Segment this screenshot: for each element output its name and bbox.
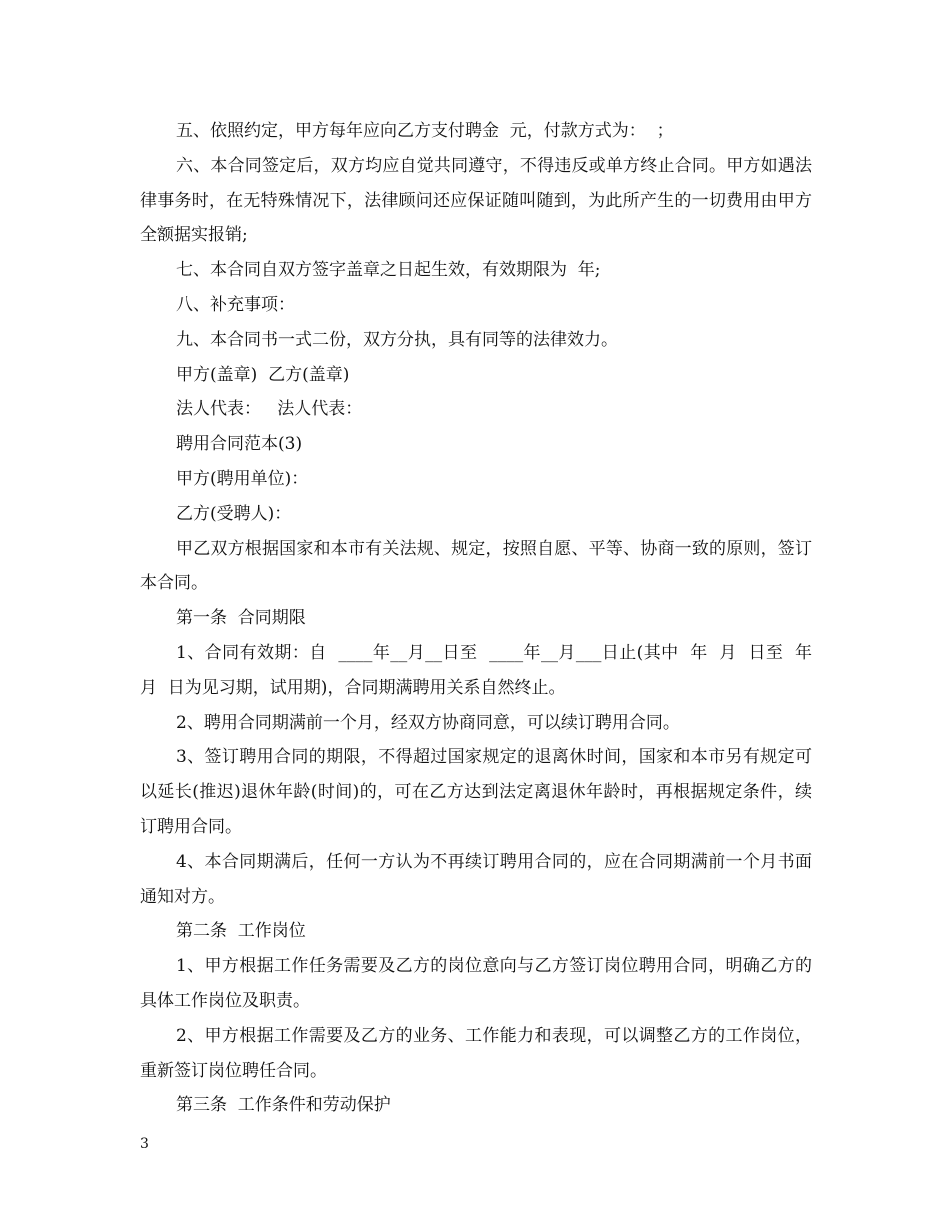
paragraph: 七、本合同自双方签字盖章之日起生效，有效期限为 年;	[176, 260, 601, 281]
paragraph: 甲乙双方根据国家和本市有关法规、规定，按照自愿、平等、协商一致的原则，签订本合同。	[140, 538, 812, 594]
party-b-line: 乙方(受聘人)：	[176, 503, 292, 524]
paragraph: 3、签订聘用合同的期限，不得超过国家规定的退离休时间，国家和本市另有规定可以延长(推迟)退休年龄(时间)的，可在乙方达到法定离退休年龄时，再根据规定条件，续订聘用合同。	[140, 747, 812, 837]
paragraph: 六、本合同签定后，双方均应自觉共同遵守，不得违反或单方终止合同。甲方如遇法律事务时，在无特殊情况下，法律顾问还应保证随叫随到，为此所产生的一切费用由甲方全额据实报销;	[140, 155, 812, 246]
paragraph: 八、补充事项：	[176, 294, 295, 315]
signature-line: 甲方(盖章) 乙方(盖章)	[176, 364, 350, 385]
party-a-line: 甲方(聘用单位)：	[176, 468, 309, 489]
paragraph: 2、甲方根据工作需要及乙方的业务、工作能力和表现，可以调整乙方的工作岗位，重新签订岗位聘任合同。	[140, 1025, 812, 1081]
paragraph: 1、甲方根据工作任务需要及乙方的岗位意向与乙方签订岗位聘用合同，明确乙方的具体工作岗位及职责。	[140, 956, 812, 1011]
article-heading: 第二条 工作岗位	[176, 921, 306, 942]
section-title: 聘用合同范本(3)	[176, 434, 303, 455]
representative-line: 法人代表： 法人代表：	[176, 399, 363, 420]
article-heading: 第一条 合同期限	[176, 608, 306, 629]
page-number: 3	[140, 1136, 149, 1152]
paragraph: 九、本合同书一式二份，双方分执，具有同等的法律效力。	[176, 329, 618, 350]
paragraph: 4、本合同期满后，任何一方认为不再续订聘用合同的，应在合同期满前一个月书面通知对方。	[140, 851, 812, 907]
article-heading: 第三条 工作条件和劳动保护	[176, 1095, 391, 1116]
paragraph: 1、合同有效期：自 ____年__月__日至 ____年__月___日止(其中 年 月 日至 年 月 日为见习期，试用期)，合同期满聘用关系自然终止。	[140, 642, 823, 698]
document-body	[140, 114, 823, 1123]
paragraph: 2、聘用合同期满前一个月，经双方协商同意，可以续订聘用合同。	[176, 712, 680, 733]
paragraph: 五、依照约定，甲方每年应向乙方支付聘金 元，付款方式为： ；	[176, 121, 674, 141]
